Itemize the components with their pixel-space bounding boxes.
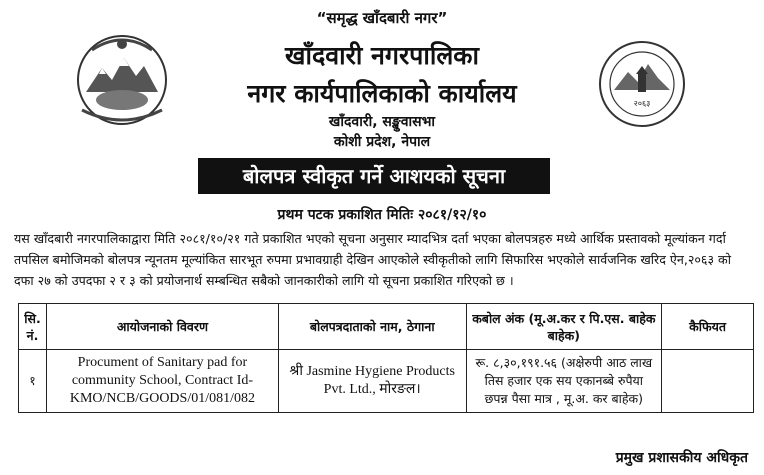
municipality-title: खाँदवारी नगरपालिका: [285, 41, 479, 70]
header-bidder-name-address: बोलपत्रदाताको नाम, ठेगाना: [278, 304, 466, 350]
table-row: [19, 350, 754, 413]
bid-table: [18, 303, 754, 413]
cell-bid-amount: रू. ८,३०,१९१.५६ (अक्षेरुपी आठ लाख तिस हजार एक सय एकानब्बे रुपैया छपन्न पैसा मात्र , मू.अ. कर बाहेक): [466, 350, 662, 413]
table-header-row: [19, 304, 754, 350]
logo-year-text: २०६३: [633, 99, 651, 108]
bidder-location: मोरङल।: [379, 382, 421, 397]
address-line-2: कोशी प्रदेश, नेपाल: [333, 134, 431, 150]
header-serial-number: [19, 304, 47, 350]
notice-body-paragraph: यस खाँदबारी नगरपालिकाद्वारा मिति २०८१/१०/२१ गते प्रकाशित भएको सूचना अनुसार म्यादभित्र दर्ता भएका बोलपत्रहरु मध्ये आर्थिक प्रस्तावको मूल्यांकन गर्दा तपसिल बमोजिमको बोलपत्र न्यूनतम मूल्यांकित सारभूत रुपमा प्रभावग्राही देखिन आएकोले स्वीकृतीको लागि सिफारिस भएकोले सार्वजनिक खरिद ऐन,२०६३ को दफा २७ को उपदफा २ र ३ को प्रयोजनार्थ सम्बन्धित सबैको जानकारीको लागि यो सूचना प्रकाशित गरिएको छ ।: [14, 231, 731, 288]
bidder-name: श्री Jasmine Hygiene Products Pvt. Ltd.,: [289, 364, 455, 397]
cell-remarks: [662, 350, 754, 413]
office-title: नगर कार्यपालिकाको कार्यालय: [247, 79, 517, 108]
address-line-1: खाँदवारी, सङ्खुवासभा: [328, 114, 436, 130]
header-remarks: कैफियत: [662, 304, 754, 350]
header-sn-top: सि.: [24, 310, 41, 326]
header-project-description: आयोजनाको विवरण: [46, 304, 278, 350]
cell-project-description: Procument of Sanitary pad for community School, Contract Id-KMO/NCB/GOODS/01/081/082: [46, 350, 278, 413]
signatory-title: प्रमुख प्रशासकीय अधिकृत: [615, 450, 748, 466]
header-bid-amount: कबोल अंक (मू.अ.कर र पि.एस. बाहेक बाहेक): [466, 304, 662, 350]
cell-serial-number: १: [19, 350, 47, 413]
notice-title-banner: बोलपत्र स्वीकृत गर्ने आशयको सूचना: [198, 158, 550, 194]
municipal-slogan: “समृद्ध खाँदबारी नगर”: [316, 9, 448, 27]
cell-bidder: [278, 350, 466, 413]
municipality-logo: [596, 38, 688, 130]
publication-date: प्रथम पटक प्रकाशित मितिः २०८१/१२/१०: [277, 207, 487, 223]
header-sn-bottom: नं.: [26, 327, 39, 343]
